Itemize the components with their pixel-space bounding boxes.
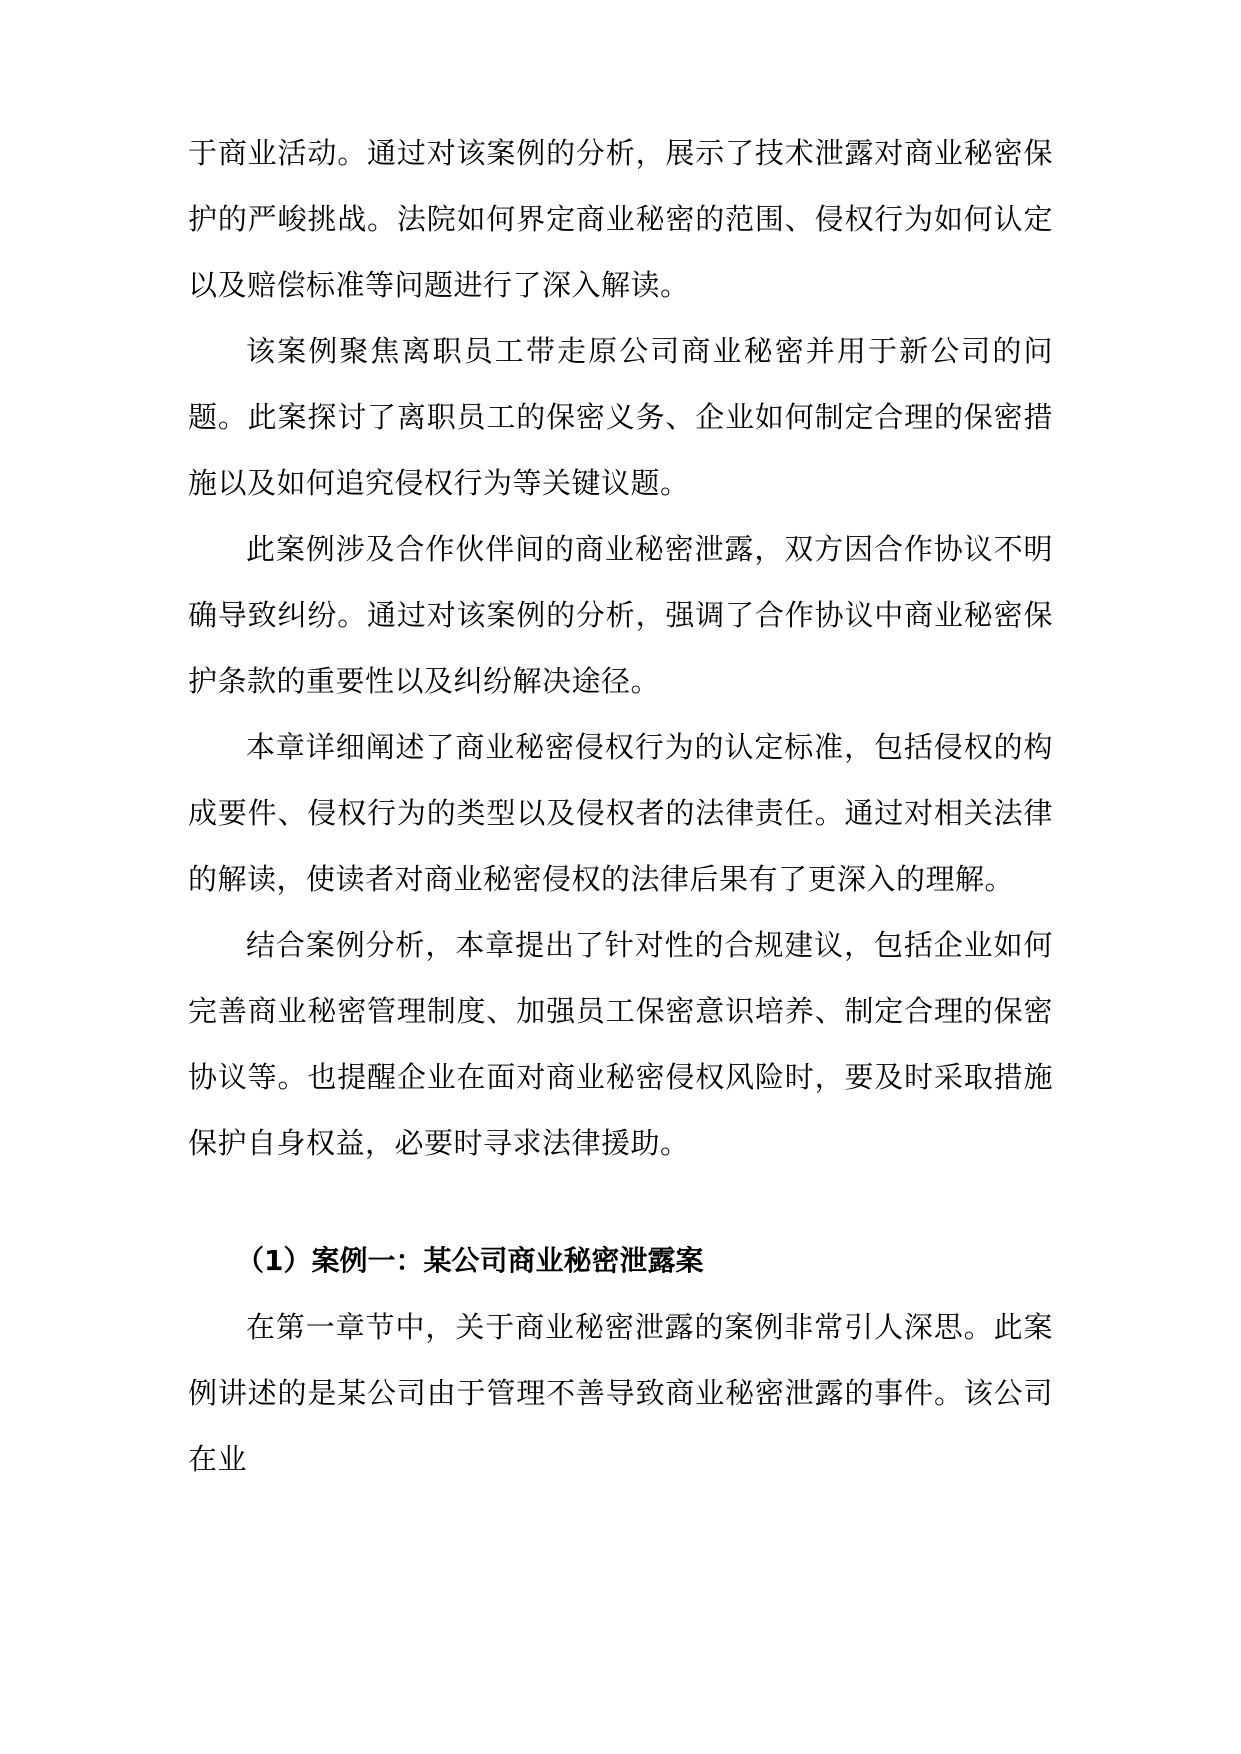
paragraph-4: 本章详细阐述了商业秘密侵权行为的认定标准，包括侵权的构成要件、侵权行为的类型以及侵权者的法律责任。通过对相关法律的解读，使读者对商业秘密侵权的法律后果有了更深入的理解。 bbox=[188, 730, 1053, 896]
paragraph-2: 该案例聚焦离职员工带走原公司商业秘密并用于新公司的问题。此案探讨了离职员工的保密义务、企业如何制定合理的保密措施以及如何追究侵权行为等关键议题。 bbox=[188, 334, 1053, 500]
paragraph-5: 结合案例分析，本章提出了针对性的合规建议，包括企业如何完善商业秘密管理制度、加强员工保密意识培养、制定合理的保密协议等。也提醒企业在面对商业秘密侵权风险时，要及时采取措施保护自身权益，必要时寻求法律援助。 bbox=[188, 928, 1053, 1160]
paragraph-6: 在第一章节中，关于商业秘密泄露的案例非常引人深思。此案例讲述的是某公司由于管理不善导致商业秘密泄露的事件。该公司在业 bbox=[188, 1310, 1053, 1476]
section-block bbox=[188, 1228, 1053, 1492]
paragraph-1: 于商业活动。通过对该案例的分析，展示了技术泄露对商业秘密保护的严峻挑战。法院如何界定商业秘密的范围、侵权行为如何认定以及赔偿标准等问题进行了深入解读。 bbox=[188, 136, 1053, 302]
body-text-upper bbox=[188, 120, 1053, 1176]
paragraph-3: 此案例涉及合作伙伴间的商业秘密泄露，双方因合作协议不明确导致纠纷。通过对该案例的分析，强调了合作协议中商业秘密保护条款的重要性以及纠纷解决途径。 bbox=[188, 532, 1053, 698]
section-heading: （1）案例一：某公司商业秘密泄露案 bbox=[236, 1244, 704, 1277]
